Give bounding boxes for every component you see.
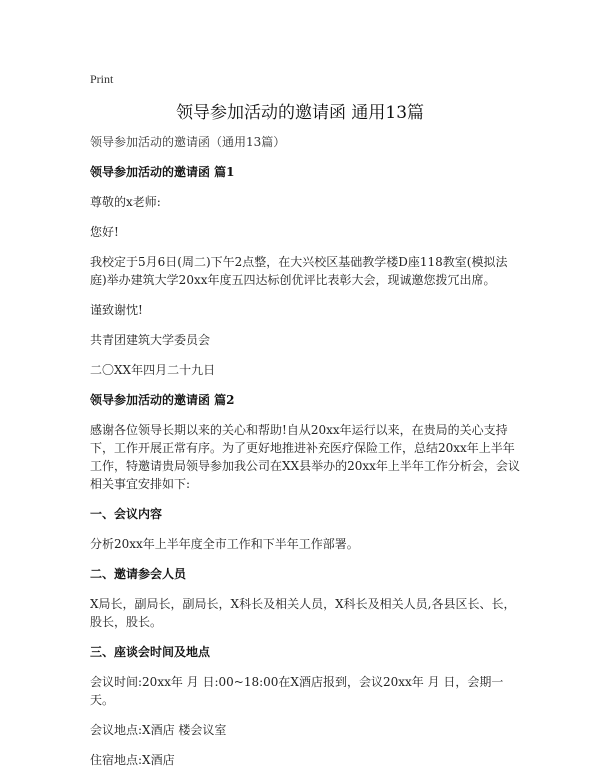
item2-text: X局长，副局长，副局长，X科长及相关人员，X科长及相关人员,各县区长、长，股长，股长。	[90, 597, 516, 629]
document-title: 领导参加活动的邀请函 通用13篇	[175, 103, 425, 123]
section1-paragraph: 我校定于5月6日(周二)下午2点整，在大兴校区基础教学楼D座118教室(模拟法庭)举办建筑大学20xx年度五四达标创优评比表彰大会，现诚邀您拨冗出席。	[90, 255, 508, 287]
section1-heading: 领导参加活动的邀请函 篇1	[90, 165, 235, 179]
item3-heading: 三、座谈会时间及地点	[90, 645, 211, 659]
item3-time: 会议时间:20xx年 月 日:00~18:00在X酒店报到，会议20xx年 月 日，会期一天。	[90, 675, 504, 707]
item3-stay: 住宿地点:X酒店	[90, 753, 175, 767]
section1-greeting: 尊敬的x老师:	[90, 195, 161, 209]
item1-text: 分析20xx年上半年度全市工作和下半年工作部署。	[90, 537, 359, 551]
item1-heading: 一、会议内容	[90, 507, 163, 521]
document-subtitle: 领导参加活动的邀请函（通用13篇）	[90, 135, 286, 149]
item2-heading: 二、邀请参会人员	[90, 567, 187, 581]
section1-thanks: 谨致谢忱!	[90, 303, 143, 317]
print-label[interactable]: Print	[90, 72, 114, 86]
item3-place: 会议地点:X酒店 楼会议室	[90, 723, 227, 737]
section1-hello: 您好!	[90, 225, 119, 239]
section2-paragraph: 感谢各位领导长期以来的关心和帮助!自从20xx年运行以来，在贵局的关心支持下，工作开展正常有序。为了更好地推进补充医疗保险工作，总结20xx年上半年工作，特邀请贵局领导参加我公司在XX县举办的20xx年上半年工作分析会，会议相关事宜安排如下:	[90, 423, 520, 491]
section1-date: 二〇XX年四月二十九日	[90, 363, 216, 377]
section2-heading: 领导参加活动的邀请函 篇2	[90, 393, 235, 407]
document-content	[90, 133, 522, 781]
section1-signature: 共青团建筑大学委员会	[90, 333, 211, 347]
